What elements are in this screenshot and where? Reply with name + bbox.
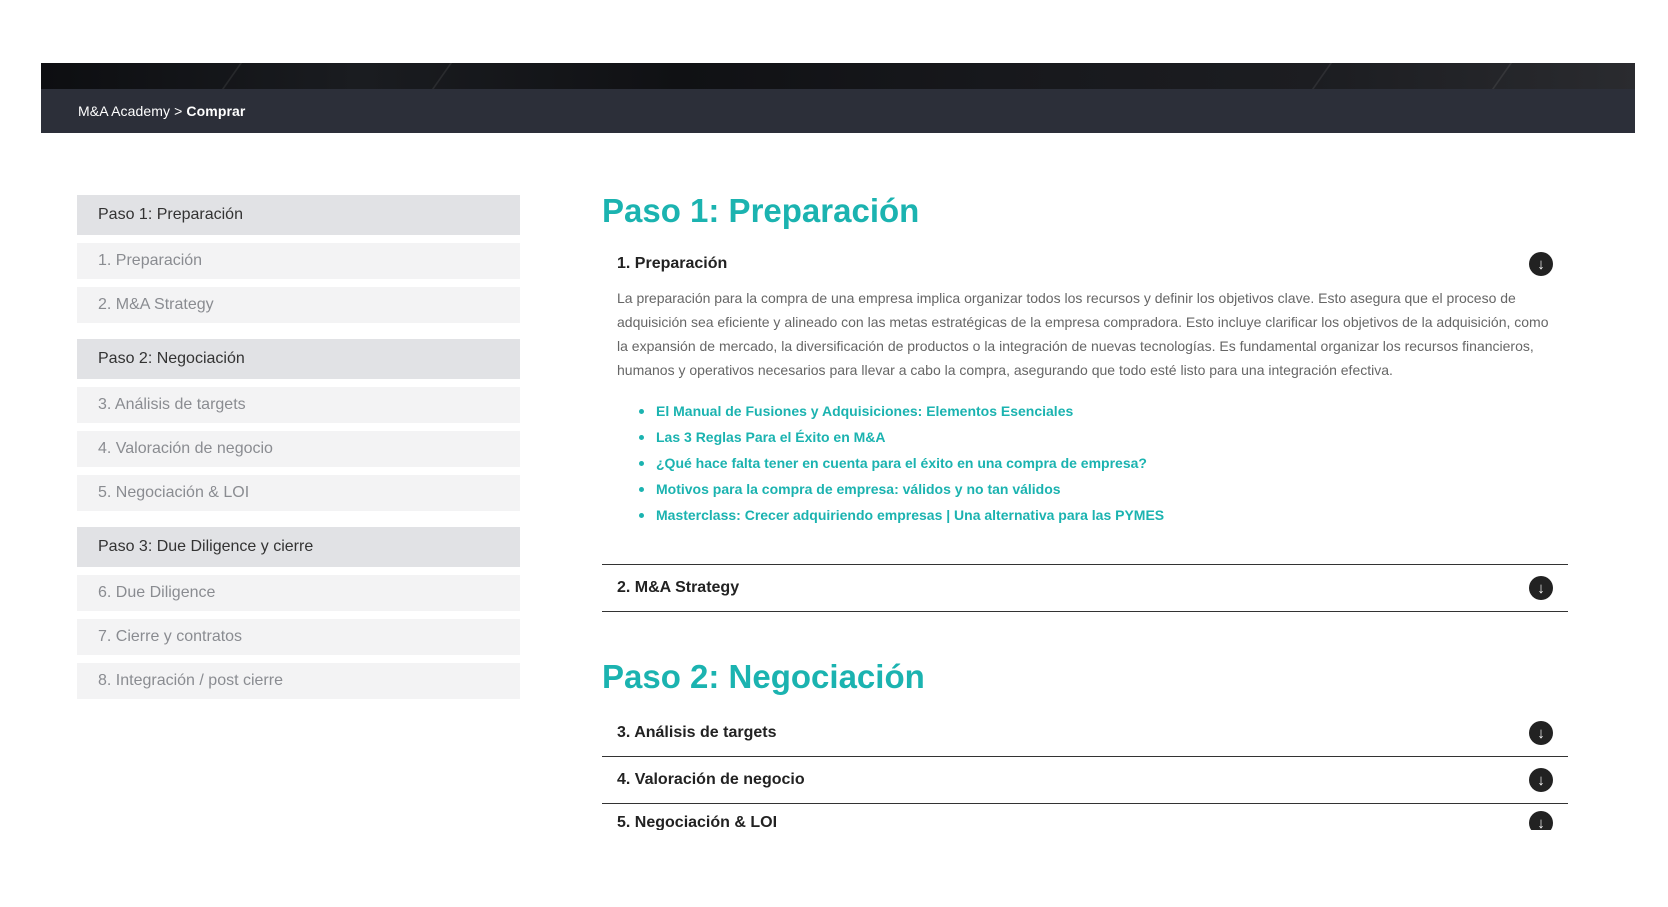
- sidebar-item-negociacion-loi[interactable]: 5. Negociación & LOI: [77, 475, 520, 511]
- accordion-clip: [602, 804, 1568, 830]
- breadcrumb-separator: >: [170, 103, 187, 119]
- arrow-down-circle-icon[interactable]: ↓: [1529, 811, 1553, 830]
- sidebar-group-paso-1[interactable]: Paso 1: Preparación: [77, 195, 520, 235]
- breadcrumb-bar: [41, 89, 1635, 133]
- main-content: [602, 188, 1568, 830]
- breadcrumb-root-link[interactable]: M&A Academy: [78, 103, 171, 119]
- accordion-header-negociacion-loi[interactable]: [602, 804, 1568, 830]
- sidebar-item-cierre-contratos[interactable]: 7. Cierre y contratos: [77, 619, 520, 655]
- accordion-title: 2. M&A Strategy: [617, 579, 740, 596]
- breadcrumb: [78, 103, 245, 119]
- resource-link[interactable]: Motivos para la compra de empresa: válidos y no tan válidos: [656, 476, 1553, 502]
- accordion-body-preparacion: [602, 286, 1568, 528]
- sidebar-item-valoracion[interactable]: 4. Valoración de negocio: [77, 431, 520, 467]
- divider: [602, 611, 1568, 612]
- arrow-down-circle-icon[interactable]: ↓: [1529, 768, 1553, 792]
- sidebar-item-analisis-targets[interactable]: 3. Análisis de targets: [77, 387, 520, 423]
- sidebar-item-due-diligence[interactable]: 6. Due Diligence: [77, 575, 520, 611]
- accordion-header-ma-strategy[interactable]: [602, 565, 1568, 611]
- arrow-down-circle-icon[interactable]: ↓: [1529, 721, 1553, 745]
- resource-link[interactable]: Las 3 Reglas Para el Éxito en M&A: [656, 424, 1553, 450]
- section-title-paso-2: Paso 2: Negociación: [602, 658, 925, 695]
- section-title-paso-1: Paso 1: Preparación: [602, 192, 920, 229]
- accordion-title: 4. Valoración de negocio: [617, 771, 805, 788]
- accordion-header-analisis-targets[interactable]: [602, 710, 1568, 756]
- breadcrumb-current: Comprar: [186, 103, 246, 119]
- hero-image: [41, 63, 1635, 89]
- hero-banner: [41, 63, 1635, 133]
- sidebar-item-integracion[interactable]: 8. Integración / post cierre: [77, 663, 520, 699]
- accordion-title: 1. Preparación: [617, 255, 728, 272]
- arrow-down-circle-icon[interactable]: ↓: [1529, 576, 1553, 600]
- sidebar-item-ma-strategy[interactable]: 2. M&A Strategy: [77, 287, 520, 323]
- sidebar-nav: [77, 195, 520, 707]
- sidebar-group-paso-3[interactable]: Paso 3: Due Diligence y cierre: [77, 527, 520, 567]
- accordion-title: 5. Negociación & LOI: [617, 814, 778, 830]
- resource-link-list: [617, 398, 1553, 528]
- resource-link[interactable]: Masterclass: Crecer adquiriendo empresas | Una alternativa para las PYMES: [656, 502, 1553, 528]
- arrow-down-circle-icon[interactable]: ↓: [1529, 252, 1553, 276]
- sidebar-item-preparacion[interactable]: 1. Preparación: [77, 243, 520, 279]
- accordion-paragraph: La preparación para la compra de una empresa implica organizar todos los recursos y definir los objetivos clave. Esto asegura que el proceso de adquisición sea eficiente y alineado con las metas estratégicas de la empresa compradora. Esto incluye clarificar los objetivos de la adquisición, como la expansión de mercado, la diversificación de productos o la integración de nuevas tecnologías. Es fundamental organizar los recursos financieros, humanos y operativos necesarios para llevar a cabo la compra, asegurando que todo esté listo para una integración efectiva.: [617, 290, 1549, 378]
- resource-link[interactable]: El Manual de Fusiones y Adquisiciones: Elementos Esenciales: [656, 398, 1553, 424]
- accordion-header-preparacion[interactable]: [602, 246, 1568, 282]
- resource-link[interactable]: ¿Qué hace falta tener en cuenta para el éxito en una compra de empresa?: [656, 450, 1553, 476]
- accordion-title: 3. Análisis de targets: [617, 724, 777, 741]
- accordion-header-valoracion[interactable]: [602, 757, 1568, 803]
- sidebar-group-paso-2[interactable]: Paso 2: Negociación: [77, 339, 520, 379]
